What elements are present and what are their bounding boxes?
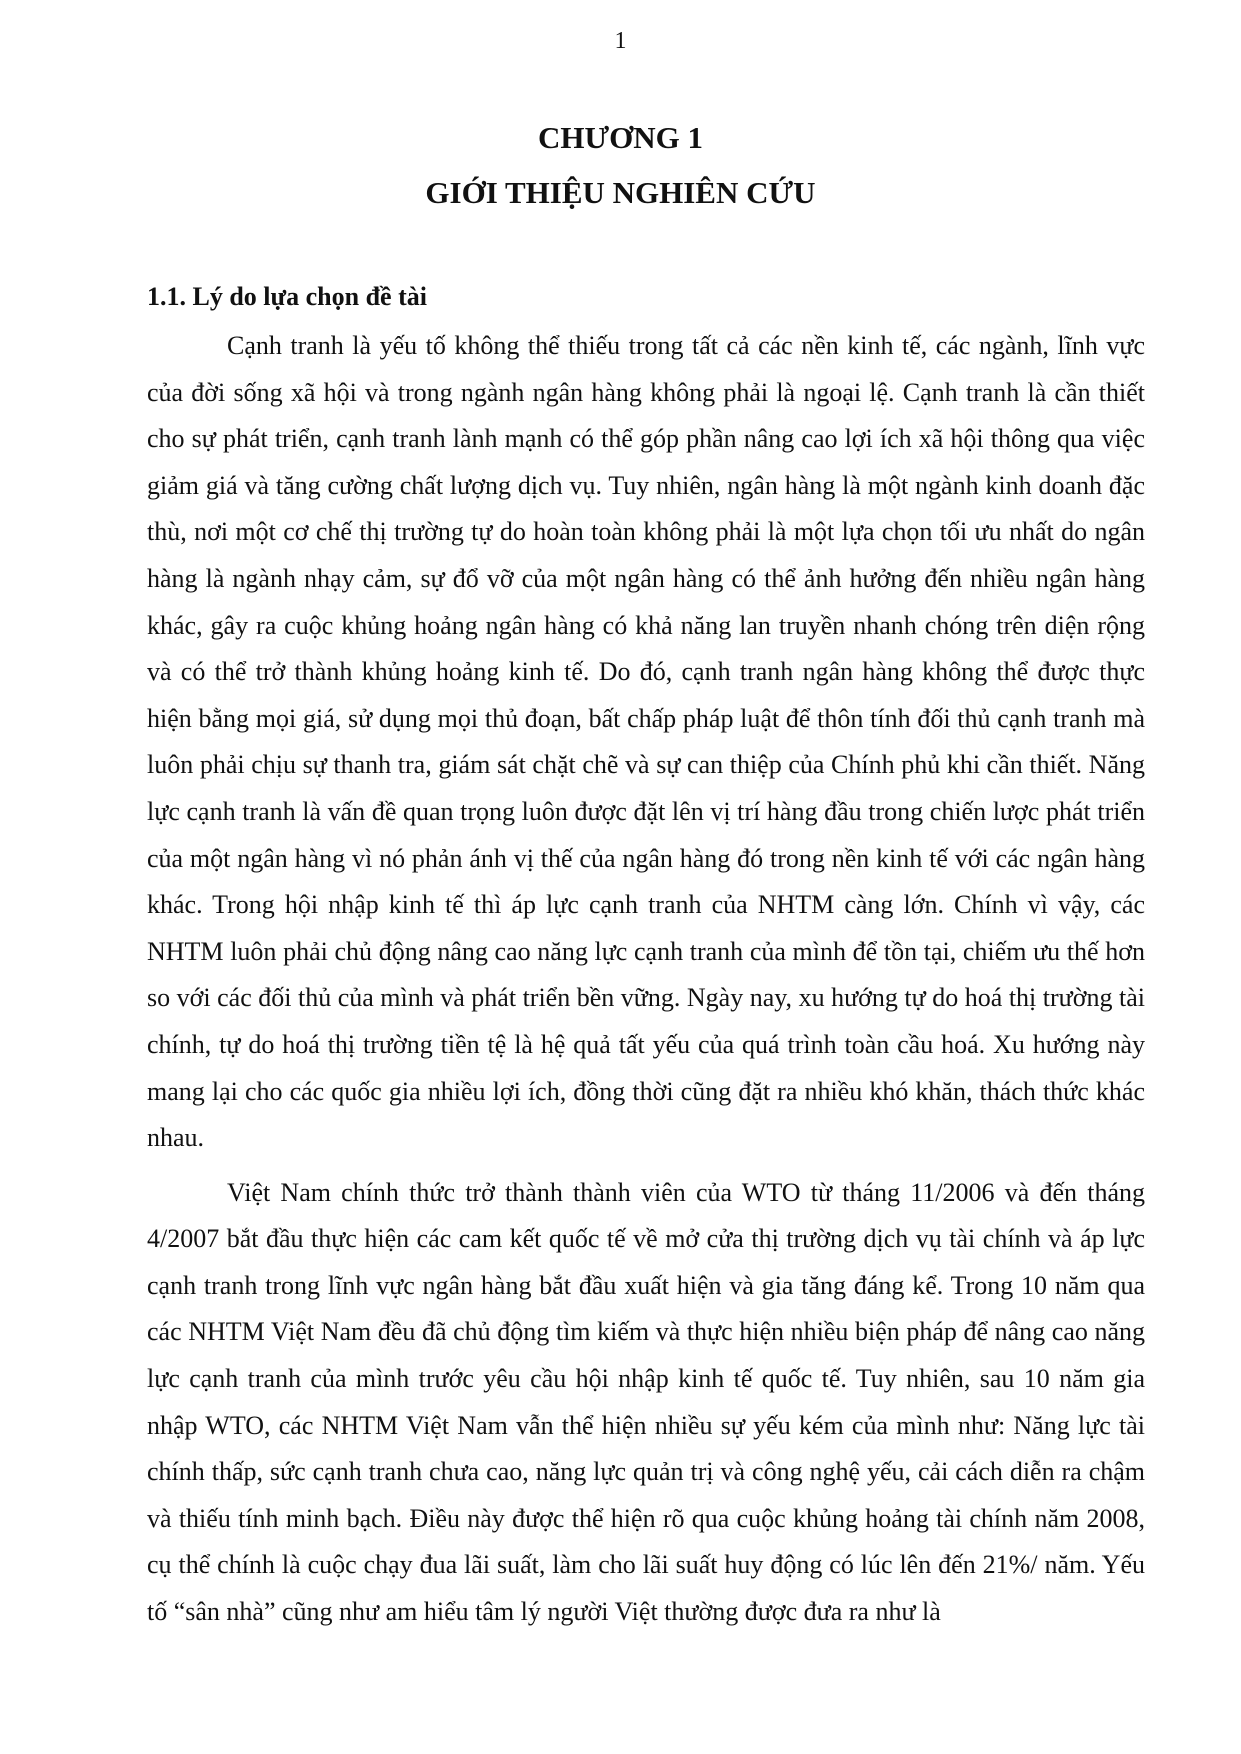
paragraph: Việt Nam chính thức trở thành thành viên của WTO từ tháng 11/2006 và đến tháng 4/2007 bắt đầu thực hiện các cam kết quốc tế về mở cửa thị trường dịch vụ tài chính và áp lực cạnh tranh trong lĩnh vực ngân hàng bắt đầu xuất hiện và gia tăng đáng kể. Trong 10 năm qua các NHTM Việt Nam đều đã chủ động tìm kiếm và thực hiện nhiều biện pháp để nâng cao năng lực cạnh tranh của mình trước yêu cầu hội nhập kinh tế quốc tế. Tuy nhiên, sau 10 năm gia nhập WTO, các NHTM Việt Nam vẫn thể hiện nhiều sự yếu kém của mình như: Năng lực tài chính thấp, sức cạnh tranh chưa cao, năng lực quản trị và công nghệ yếu, cải cách diễn ra chậm và thiếu tính minh bạch. Điều này được thể hiện rõ qua cuộc khủng hoảng tài chính năm 2008, cụ thể chính là cuộc chạy đua lãi suất, làm cho lãi suất huy động có lúc lên đến 21%/ năm. Yếu tố “sân nhà” cũng như am hiểu tâm lý người Việt thường được đưa ra như là (147, 1177, 1145, 1627)
document-body (147, 282, 1145, 1636)
paragraph: Cạnh tranh là yếu tố không thể thiếu trong tất cả các nền kinh tế, các ngành, lĩnh vực của đời sống xã hội và trong ngành ngân hàng không phải là ngoại lệ. Cạnh tranh là cần thiết cho sự phát triển, cạnh tranh lành mạnh có thể góp phần nâng cao lợi ích xã hội thông qua việc giảm giá và tăng cường chất lượng dịch vụ. Tuy nhiên, ngân hàng là một ngành kinh doanh đặc thù, nơi một cơ chế thị trường tự do hoàn toàn không phải là một lựa chọn tối ưu nhất do ngân hàng là ngành nhạy cảm, sự đổ vỡ của một ngân hàng có thể ảnh hưởng đến nhiều ngân hàng khác, gây ra cuộc khủng hoảng ngân hàng có khả năng lan truyền nhanh chóng trên diện rộng và có thể trở thành khủng hoảng kinh tế. Do đó, cạnh tranh ngân hàng không thể được thực hiện bằng mọi giá, sử dụng mọi thủ đoạn, bất chấp pháp luật để thôn tính đối thủ cạnh tranh mà luôn phải chịu sự thanh tra, giám sát chặt chẽ và sự can thiệp của Chính phủ khi cần thiết. Năng lực cạnh tranh là vấn đề quan trọng luôn được đặt lên vị trí hàng đầu trong chiến lược phát triển của một ngân hàng vì nó phản ánh vị thế của ngân hàng đó trong nền kinh tế với các ngân hàng khác. Trong hội nhập kinh tế thì áp lực cạnh tranh của NHTM càng lớn. Chính vì vậy, các NHTM luôn phải chủ động nâng cao năng lực cạnh tranh của mình để tồn tại, chiếm ưu thế hơn so với các đối thủ của mình và phát triển bền vững. Ngày nay, xu hướng tự do hoá thị trường tài chính, tự do hoá thị trường tiền tệ là hệ quả tất yếu của quá trình toàn cầu hoá. Xu hướng này mang lại cho các quốc gia nhiều lợi ích, đồng thời cũng đặt ra nhiều khó khăn, thách thức khác nhau. (147, 331, 1145, 1153)
section-heading: 1.1. Lý do lựa chọn đề tài (147, 282, 427, 311)
chapter-title: GIỚI THIỆU NGHIÊN CỨU (425, 175, 816, 210)
page-number: 1 (614, 28, 627, 54)
chapter-number: CHƯƠNG 1 (537, 120, 704, 155)
chapter-heading (0, 118, 1241, 213)
